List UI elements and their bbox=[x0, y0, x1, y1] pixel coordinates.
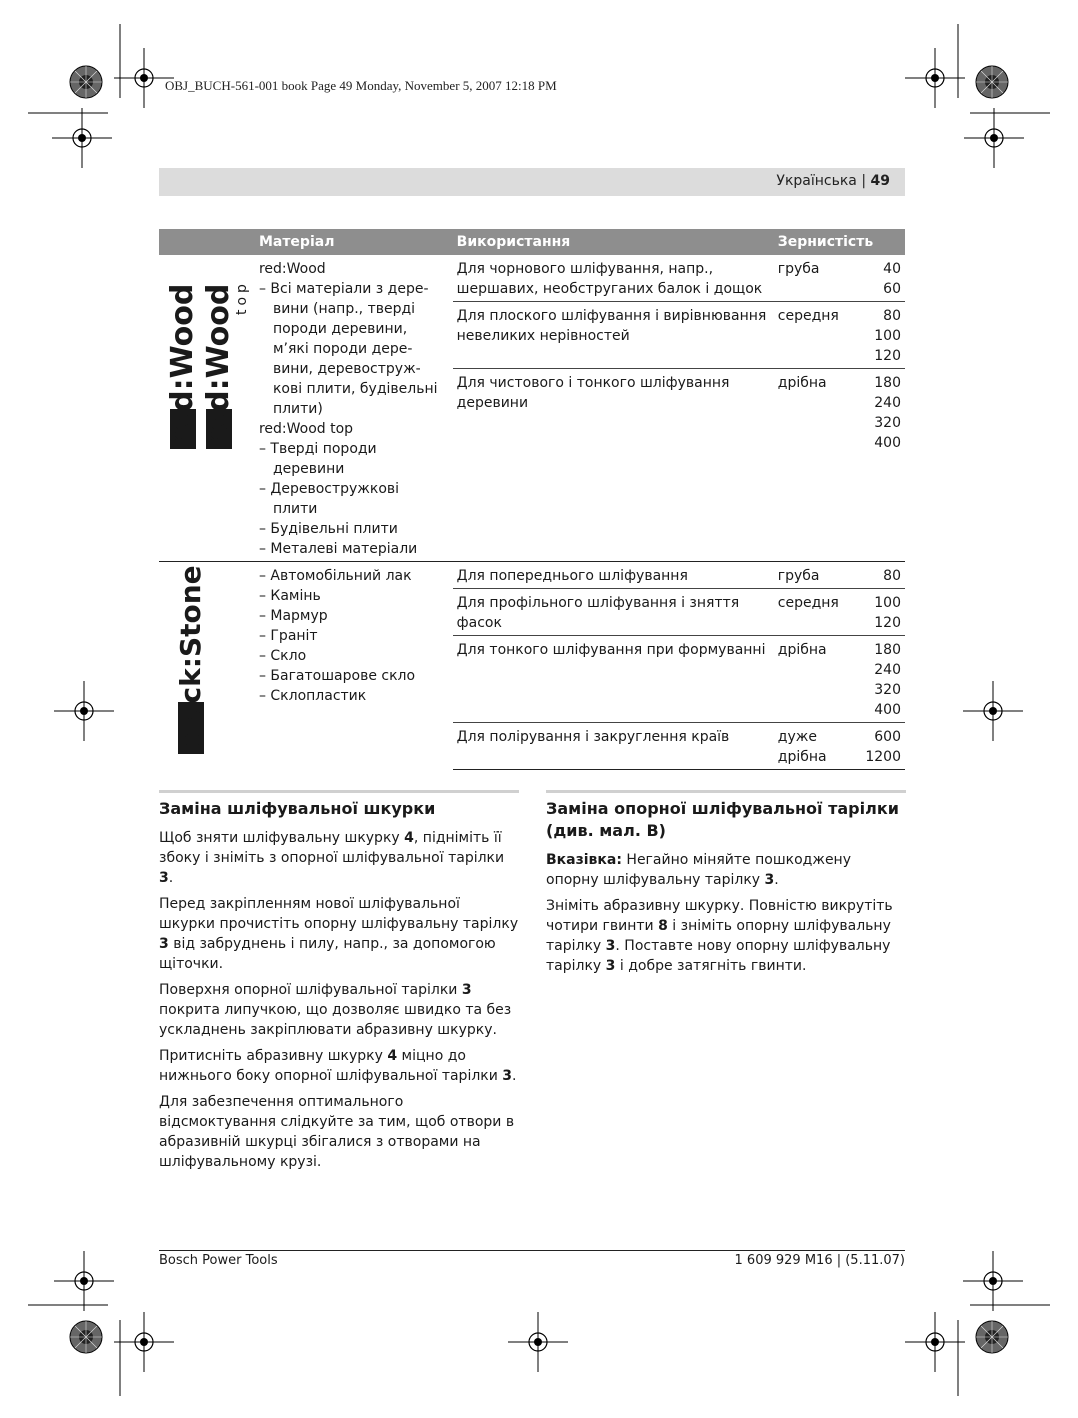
text-run: . bbox=[168, 870, 174, 886]
use-cell: Для чорнового шліфування, напр., шершавих, необструганих балок і дощок bbox=[456, 261, 763, 297]
list-item: плити) bbox=[272, 401, 323, 417]
grit-cell bbox=[861, 723, 905, 770]
grade-cell: дуже дрібна bbox=[774, 723, 862, 770]
abrasive-grit-table bbox=[159, 229, 905, 770]
grade-cell: дрібна bbox=[774, 636, 862, 723]
grit-value: 240 bbox=[874, 395, 901, 411]
text-run: міцно до нижнього боку опорної шліфувальної тарілки bbox=[159, 1048, 503, 1084]
list-item: – Камінь bbox=[258, 588, 321, 604]
grade-cell: груба bbox=[774, 562, 862, 589]
list-item: – Металеві матеріали bbox=[258, 541, 418, 557]
grit-value: 100 bbox=[874, 595, 901, 611]
note-paragraph bbox=[546, 850, 906, 890]
black-stone-logo-graphic bbox=[164, 566, 250, 756]
grade-cell: середня bbox=[774, 302, 862, 369]
paragraph bbox=[159, 894, 519, 974]
grit-cell bbox=[861, 369, 905, 562]
grit-value: 120 bbox=[874, 348, 901, 364]
list-item: породи деревини, bbox=[272, 321, 408, 337]
red-wood-top-logo: red:Wood bbox=[200, 283, 236, 447]
grit-value: 320 bbox=[874, 415, 901, 431]
text-run: . bbox=[774, 872, 779, 888]
language-label: Українська bbox=[776, 173, 857, 189]
grade-cell: середня bbox=[774, 589, 862, 636]
ref-number: 3 bbox=[605, 958, 616, 974]
list-item: плити bbox=[272, 501, 318, 517]
list-item: м’які породи дере- bbox=[272, 341, 413, 357]
paragraph bbox=[159, 980, 519, 1040]
paragraph bbox=[159, 1046, 519, 1086]
list-item: – Автомобільний лак bbox=[258, 568, 412, 584]
list-item: – Будівельні плити bbox=[258, 521, 398, 537]
footer-left: Bosch Power Tools bbox=[159, 1253, 278, 1268]
list-item: red:Wood bbox=[258, 261, 326, 277]
text-run: від забруднень і пилу, напр., за допомогою щіточки. bbox=[159, 936, 496, 972]
note-label: Вказівка: bbox=[546, 852, 622, 868]
red-wood-logos bbox=[164, 259, 250, 459]
ref-number: 3 bbox=[461, 982, 472, 998]
print-slug: OBJ_BUCH-561-001 book Page 49 Monday, November 5, 2007 12:18 PM bbox=[165, 78, 557, 93]
grade-cell: дрібна bbox=[774, 369, 862, 562]
grit-cell bbox=[861, 589, 905, 636]
stone-materials bbox=[255, 562, 453, 770]
footer-right: 1 609 929 M16 | (5.11.07) bbox=[734, 1253, 905, 1268]
text-run: . bbox=[512, 1068, 517, 1084]
grit-value: 100 bbox=[874, 328, 901, 344]
text-run: і зніміть опорну шліфувальну тарілку bbox=[546, 918, 891, 954]
ref-number: 8 bbox=[658, 918, 668, 934]
use-cell: Для полірування і закруглення країв bbox=[453, 723, 774, 770]
header-material: Матеріал bbox=[255, 229, 453, 255]
list-item: кові плити, будівельні bbox=[272, 381, 438, 397]
ref-number: 3 bbox=[159, 870, 169, 886]
grit-value: 40 bbox=[883, 261, 901, 277]
text-run: Для забезпечення оптимального відсмоктування слідкуйте за тим, щоб отвори в абразивній шкурці збігалися з отворами на шліфувальному крузі. bbox=[159, 1094, 515, 1170]
ref-number: 4 bbox=[387, 1048, 398, 1064]
list-item: – Всі матеріали з дере- bbox=[258, 281, 429, 297]
ref-number: 3 bbox=[159, 936, 169, 952]
grit-value: 120 bbox=[874, 615, 901, 631]
text-run: Притисніть абразивну шкурку bbox=[159, 1048, 388, 1064]
black-stone-logo-cell bbox=[159, 562, 255, 770]
text-run: Негайно міняйте пошкоджену опорну шліфувальну тарілку bbox=[546, 852, 851, 888]
list-item: – Тверді породи bbox=[258, 441, 377, 457]
ref-number: 4 bbox=[404, 830, 414, 846]
list-item: вини, деревоструж- bbox=[272, 361, 421, 377]
text-run: і добре затягніть гвинти. bbox=[615, 958, 807, 974]
ref-number: 3 bbox=[764, 872, 775, 888]
ref-number: 3 bbox=[605, 938, 616, 954]
footer-rule bbox=[159, 1250, 905, 1251]
grit-value: 1200 bbox=[865, 749, 901, 765]
grit-value: 320 bbox=[874, 682, 901, 698]
left-column bbox=[159, 790, 519, 1178]
grit-cell bbox=[861, 302, 905, 369]
paragraph bbox=[159, 828, 519, 888]
text-run: Поверхня опорної шліфувальної тарілки bbox=[159, 982, 462, 998]
text-run: Зніміть абразивну шкурку. Повністю викрутіть чотири гвинти bbox=[546, 898, 893, 934]
list-item: вини (напр., тверді bbox=[272, 301, 416, 317]
top-label: top bbox=[233, 280, 250, 315]
table-header bbox=[159, 229, 905, 255]
list-item: – Деревостружкові bbox=[258, 481, 400, 497]
ref-number: 3 bbox=[502, 1068, 513, 1084]
grit-cell bbox=[861, 636, 905, 723]
grit-value: 400 bbox=[874, 702, 901, 718]
text-run: покрита липучкою, що дозволяє швидко та без ускладнень закріплювати абразивну шкурку. bbox=[159, 1002, 512, 1038]
page-header-bar bbox=[159, 168, 905, 196]
use-cell: Для попереднього шліфування bbox=[453, 562, 774, 589]
red-wood-logo-cell bbox=[159, 255, 255, 562]
list-item: – Багатошарове скло bbox=[258, 668, 416, 684]
header-use: Використання bbox=[453, 229, 774, 255]
grit-value: 600 bbox=[874, 729, 901, 745]
paragraph bbox=[546, 896, 906, 976]
table-row bbox=[159, 255, 905, 302]
wood-materials bbox=[255, 255, 453, 562]
grit-cell bbox=[861, 562, 905, 589]
page-header: Українська | 49 bbox=[776, 173, 890, 189]
use-cell: Для чистового і тонкого шліфування деревини bbox=[453, 369, 774, 562]
grit-value: 240 bbox=[874, 662, 901, 678]
list-item: red:Wood top bbox=[258, 421, 354, 437]
grit-value: 400 bbox=[874, 435, 901, 451]
section-title: Заміна опорної шліфувальної тарілки (див. мал. B) bbox=[546, 790, 906, 842]
right-column bbox=[546, 790, 906, 982]
text-run: Щоб зняти шліфувальну шкурку bbox=[159, 830, 405, 846]
use-cell: Для плоского шліфування і вирівнювання невеликих нерівностей bbox=[453, 302, 774, 369]
grade-cell: груба bbox=[777, 261, 820, 277]
list-item: – Мармур bbox=[258, 608, 328, 624]
section-title: Заміна шліфувальної шкурки bbox=[159, 790, 519, 820]
paragraph bbox=[159, 1092, 519, 1172]
list-item: – Склопластик bbox=[258, 688, 367, 704]
grit-value: 180 bbox=[874, 642, 901, 658]
grit-cell bbox=[861, 255, 905, 302]
list-item: – Граніт bbox=[258, 628, 318, 644]
black-stone-logo: black:Stone bbox=[173, 566, 207, 752]
header-grit: Зернистість bbox=[774, 229, 905, 255]
grit-value: 80 bbox=[883, 308, 901, 324]
text-run: . Поставте нову опорну шліфувальну тарілку bbox=[546, 938, 891, 974]
header-logo-blank bbox=[159, 229, 255, 255]
page-number: 49 bbox=[870, 173, 890, 189]
list-item: деревини bbox=[272, 461, 345, 477]
use-cell: Для тонкого шліфування при формуванні bbox=[453, 636, 774, 723]
grit-value: 180 bbox=[874, 375, 901, 391]
text-run: Перед закріпленням нової шліфувальної шкурки прочистіть опорну шліфувальну тарілку bbox=[159, 896, 519, 932]
table-row bbox=[159, 562, 905, 589]
use-cell: Для профільного шліфування і зняття фасок bbox=[453, 589, 774, 636]
text-run: , підніміть її збоку і зніміть з опорної шліфувальної тарілки bbox=[159, 830, 505, 866]
grit-value: 80 bbox=[883, 568, 901, 584]
red-wood-logo: red:Wood bbox=[164, 283, 200, 447]
grit-value: 60 bbox=[883, 281, 901, 297]
list-item: – Скло bbox=[258, 648, 307, 664]
